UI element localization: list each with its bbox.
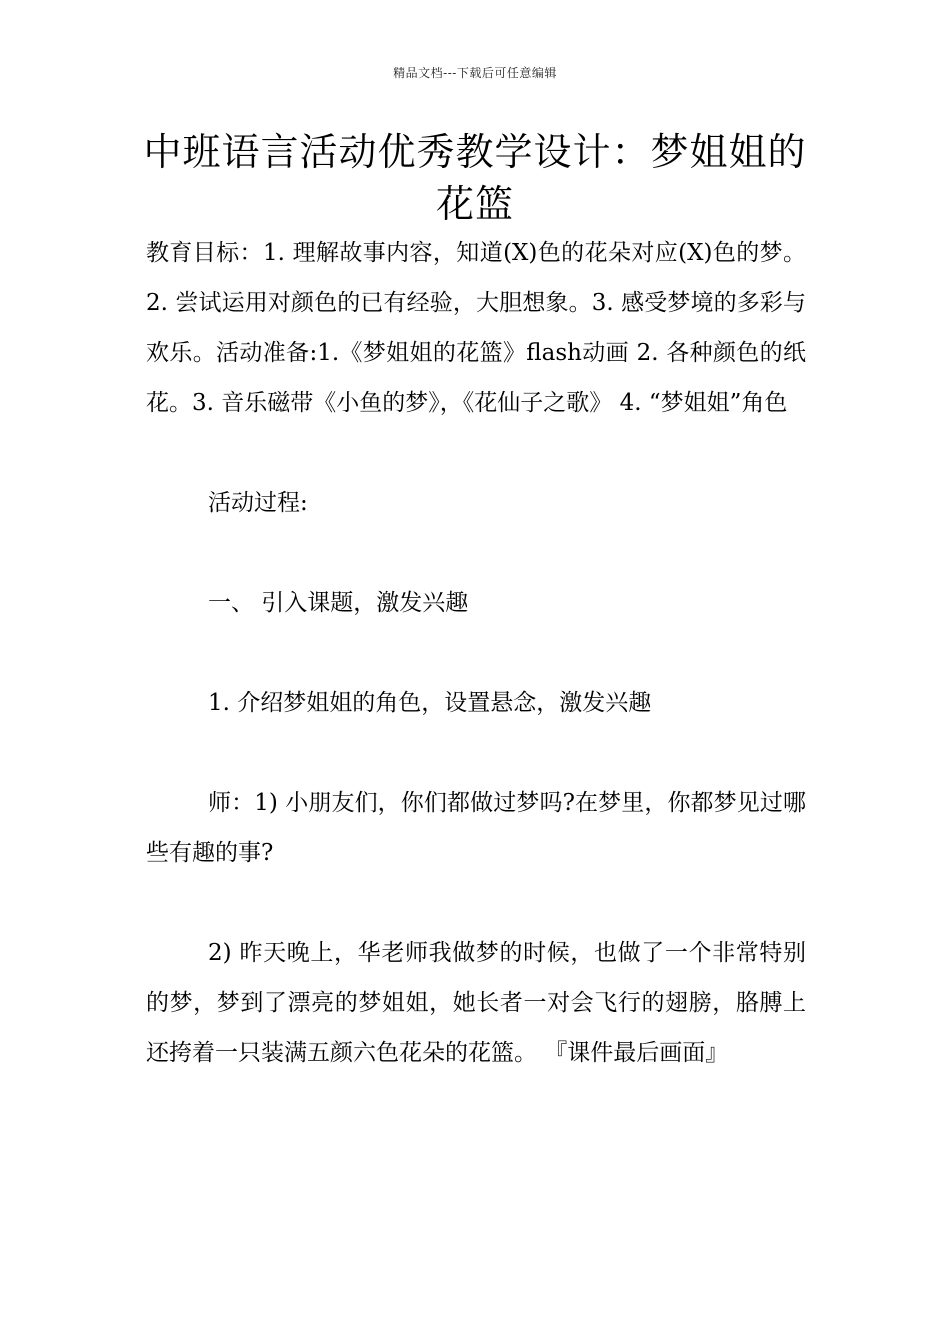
paragraph-process-heading: 活动过程: [208,490,308,516]
paragraph-teacher-story: 2) 昨天晚上，华老师我做梦的时候，也做了一个非常特别的梦，梦到了漂亮的梦姐姐，她长者一对会飞行的翅膀，胳膊上还挎着一只装满五颜六色花朵的花篮。 『课件最后画面』 [146,940,806,1066]
document-title: 中班语言活动优秀教学设计：梦姐姐的花篮 [143,130,807,226]
paragraph-teacher-question: 师：1) 小朋友们，你们都做过梦吗?在梦里，你都梦见过哪些有趣的事? [146,790,806,866]
paragraph-step-1: 1. 介绍梦姐姐的角色，设置悬念，激发兴趣 [208,690,652,716]
paragraph-goals: 教育目标：1. 理解故事内容，知道(X)色的花朵对应(X)色的梦。2. 尝试运用对颜色的已有经验，大胆想象。3. 感受梦境的多彩与欢乐。活动准备:1.《梦姐姐的花篮》flash动画 2. 各种颜色的纸花。3. 音乐磁带《小鱼的梦》，《花仙子之歌》 4. “梦姐姐”角色 [146,240,806,416]
paragraph-section-1: 一、 引入课题，激发兴趣 [208,590,469,616]
page-header: 精品文档---下载后可任意编辑 [393,66,557,80]
document-body [146,228,806,1078]
